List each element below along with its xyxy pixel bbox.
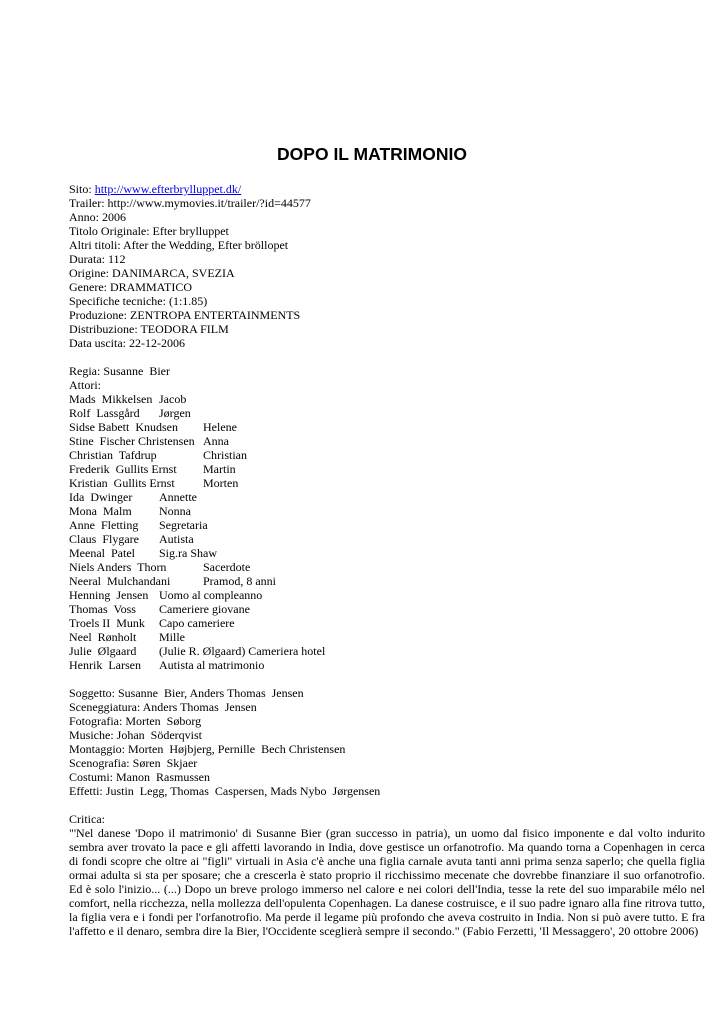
crew-fotografia: Fotografia: Morten Søborg bbox=[69, 714, 202, 728]
cast-row bbox=[69, 490, 705, 504]
cast-actor: Anne Fletting bbox=[69, 518, 139, 532]
cast-row bbox=[69, 406, 705, 420]
cast-actor: Julie Ølgaard bbox=[69, 644, 137, 658]
crew-sceneggiatura: Sceneggiatura: Anders Thomas Jensen bbox=[69, 700, 257, 714]
document-body bbox=[69, 182, 705, 938]
cast-actor: Christian Tafdrup bbox=[69, 448, 157, 462]
info-origine: Origine: DANIMARCA, SVEZIA bbox=[69, 266, 235, 280]
cast-role: Segretaria bbox=[159, 518, 208, 532]
crew-effetti: Effetti: Justin Legg, Thomas Caspersen, Mads Nybo Jørgensen bbox=[69, 784, 381, 798]
page-title: DOPO IL MATRIMONIO bbox=[277, 144, 467, 164]
sito-label: Sito: bbox=[69, 182, 95, 196]
cast-role: Uomo al compleanno bbox=[159, 588, 263, 602]
cast-role: Helene bbox=[203, 420, 237, 434]
cast-row bbox=[69, 602, 705, 616]
cast-actor: Meenal Patel bbox=[69, 546, 135, 560]
cast-role: Annette bbox=[159, 490, 197, 504]
cast-actor: Mads Mikkelsen bbox=[69, 392, 153, 406]
cast-row bbox=[69, 532, 705, 546]
cast-actor: Ida Dwinger bbox=[69, 490, 133, 504]
cast-role: Autista al matrimonio bbox=[159, 658, 265, 672]
cast-row bbox=[69, 644, 705, 658]
cast-row bbox=[69, 630, 705, 644]
critica-text: "'Nel danese 'Dopo il matrimonio' di Susanne Bier (gran successo in patria), un uomo dal fisico imponente e dal volto indurito sembra aver trovato la pace e gli affetti lavorando in India, dove gestisce un orfanotrofio. Ma quando torna a Copenhagen in cerca di fondi scopre che oltre ai "figli" virtuali in Asia c'è anche una figlia carnale avuta tanti anni prima senza saperlo; che quella figlia ormai adulta si sta per sposare; che a crescerla è stato proprio il ricchissimo mecenate che dovrebbe finanziare il suo orfanotrofio. Ed è solo l'inizio... (...) Dopo un breve prologo immerso nel calore e nei colori dell'India, tesse la rete del suo imparabile mélo nel comfort, nella ricchezza, nella mollezza dell'opulenta Copenhagen. La danese costruisce, e il suo padre ignaro alla fine ritrova tutto, la figlia vera e i fondi per l'orfanotrofio. Ma perde il legame più profondo che aveva costruito in India. Non si può avere tutto. E fra l'affetto e il denaro, sembra dire la Bier, l'Occidente sceglierà sempre il secondo." (Fabio Ferzetti, 'Il Messaggero', 20 ottobre 2006) bbox=[69, 826, 705, 938]
info-produzione: Produzione: ZENTROPA ENTERTAINMENTS bbox=[69, 308, 301, 322]
info-trailer: Trailer: http://www.mymovies.it/trailer/?id=44577 bbox=[69, 196, 311, 210]
cast-actor: Henning Jensen bbox=[69, 588, 149, 602]
cast-row bbox=[69, 434, 705, 448]
cast-actor: Sidse Babett Knudsen bbox=[69, 420, 178, 434]
critica-label: Critica: bbox=[69, 812, 105, 826]
cast-row bbox=[69, 504, 705, 518]
cast-row bbox=[69, 448, 705, 462]
cast-role: Christian bbox=[203, 448, 247, 462]
info-durata: Durata: 112 bbox=[69, 252, 126, 266]
info-titolo-originale: Titolo Originale: Efter brylluppet bbox=[69, 224, 229, 238]
cast-row bbox=[69, 574, 705, 588]
cast-actor: Claus Flygare bbox=[69, 532, 139, 546]
cast-actor: Thomas Voss bbox=[69, 602, 136, 616]
cast-row bbox=[69, 518, 705, 532]
sito-link[interactable]: http://www.efterbrylluppet.dk/ bbox=[94, 182, 242, 196]
crew-montaggio: Montaggio: Morten Højbjerg, Pernille Bech Christensen bbox=[69, 742, 346, 756]
cast-actor: Mona Malm bbox=[69, 504, 132, 518]
cast-actor: Stine Fischer Christensen bbox=[69, 434, 195, 448]
regia: Regia: Susanne Bier bbox=[69, 364, 170, 378]
cast-row bbox=[69, 420, 705, 434]
cast-row bbox=[69, 546, 705, 560]
spacer bbox=[69, 672, 705, 686]
cast-actor: Neeral Mulchandani bbox=[69, 574, 171, 588]
cast-row bbox=[69, 658, 705, 672]
info-data-uscita: Data uscita: 22-12-2006 bbox=[69, 336, 185, 350]
cast-actor: Rolf Lassgård bbox=[69, 406, 140, 420]
crew-costumi: Costumi: Manon Rasmussen bbox=[69, 770, 211, 784]
cast-role: Martin bbox=[203, 462, 236, 476]
cast-row bbox=[69, 462, 705, 476]
cast-role: Pramod, 8 anni bbox=[203, 574, 276, 588]
cast-role: Jørgen bbox=[159, 406, 191, 420]
cast-role: Cameriere giovane bbox=[159, 602, 250, 616]
info-genere: Genere: DRAMMATICO bbox=[69, 280, 192, 294]
cast-role: Sig.ra Shaw bbox=[159, 546, 217, 560]
cast-actor: Niels Anders Thorn bbox=[69, 560, 167, 574]
crew-soggetto: Soggetto: Susanne Bier, Anders Thomas Jensen bbox=[69, 686, 304, 700]
crew-musiche: Musiche: Johan Söderqvist bbox=[69, 728, 202, 742]
cast-row bbox=[69, 616, 705, 630]
cast-role: Nonna bbox=[159, 504, 191, 518]
info-anno: Anno: 2006 bbox=[69, 210, 126, 224]
cast-row bbox=[69, 476, 705, 490]
cast-role: Morten bbox=[203, 476, 239, 490]
cast-row bbox=[69, 588, 705, 602]
cast-actor: Troels II Munk bbox=[69, 616, 145, 630]
cast-role: (Julie R. Ølgaard) Cameriera hotel bbox=[159, 644, 326, 658]
cast-role: Mille bbox=[159, 630, 185, 644]
cast-role: Sacerdote bbox=[203, 560, 251, 574]
info-specifiche: Specifiche tecniche: (1:1.85) bbox=[69, 294, 208, 308]
attori-label: Attori: bbox=[69, 378, 101, 392]
info-distribuzione: Distribuzione: TEODORA FILM bbox=[69, 322, 229, 336]
cast-actor: Kristian Gullits Ernst bbox=[69, 476, 175, 490]
cast-actor: Frederik Gullits Ernst bbox=[69, 462, 177, 476]
cast-role: Anna bbox=[203, 434, 229, 448]
crew-scenografia: Scenografia: Søren Skjaer bbox=[69, 756, 198, 770]
spacer bbox=[69, 350, 705, 364]
cast-row bbox=[69, 560, 705, 574]
spacer bbox=[69, 798, 705, 812]
cast-role: Jacob bbox=[159, 392, 187, 406]
info-sito bbox=[69, 182, 705, 196]
info-altri-titoli: Altri titoli: After the Wedding, Efter bröllopet bbox=[69, 238, 289, 252]
cast-role: Autista bbox=[159, 532, 194, 546]
cast-actor: Neel Rønholt bbox=[69, 630, 137, 644]
cast-row bbox=[69, 392, 705, 406]
cast-actor: Henrik Larsen bbox=[69, 658, 141, 672]
cast-role: Capo cameriere bbox=[159, 616, 235, 630]
